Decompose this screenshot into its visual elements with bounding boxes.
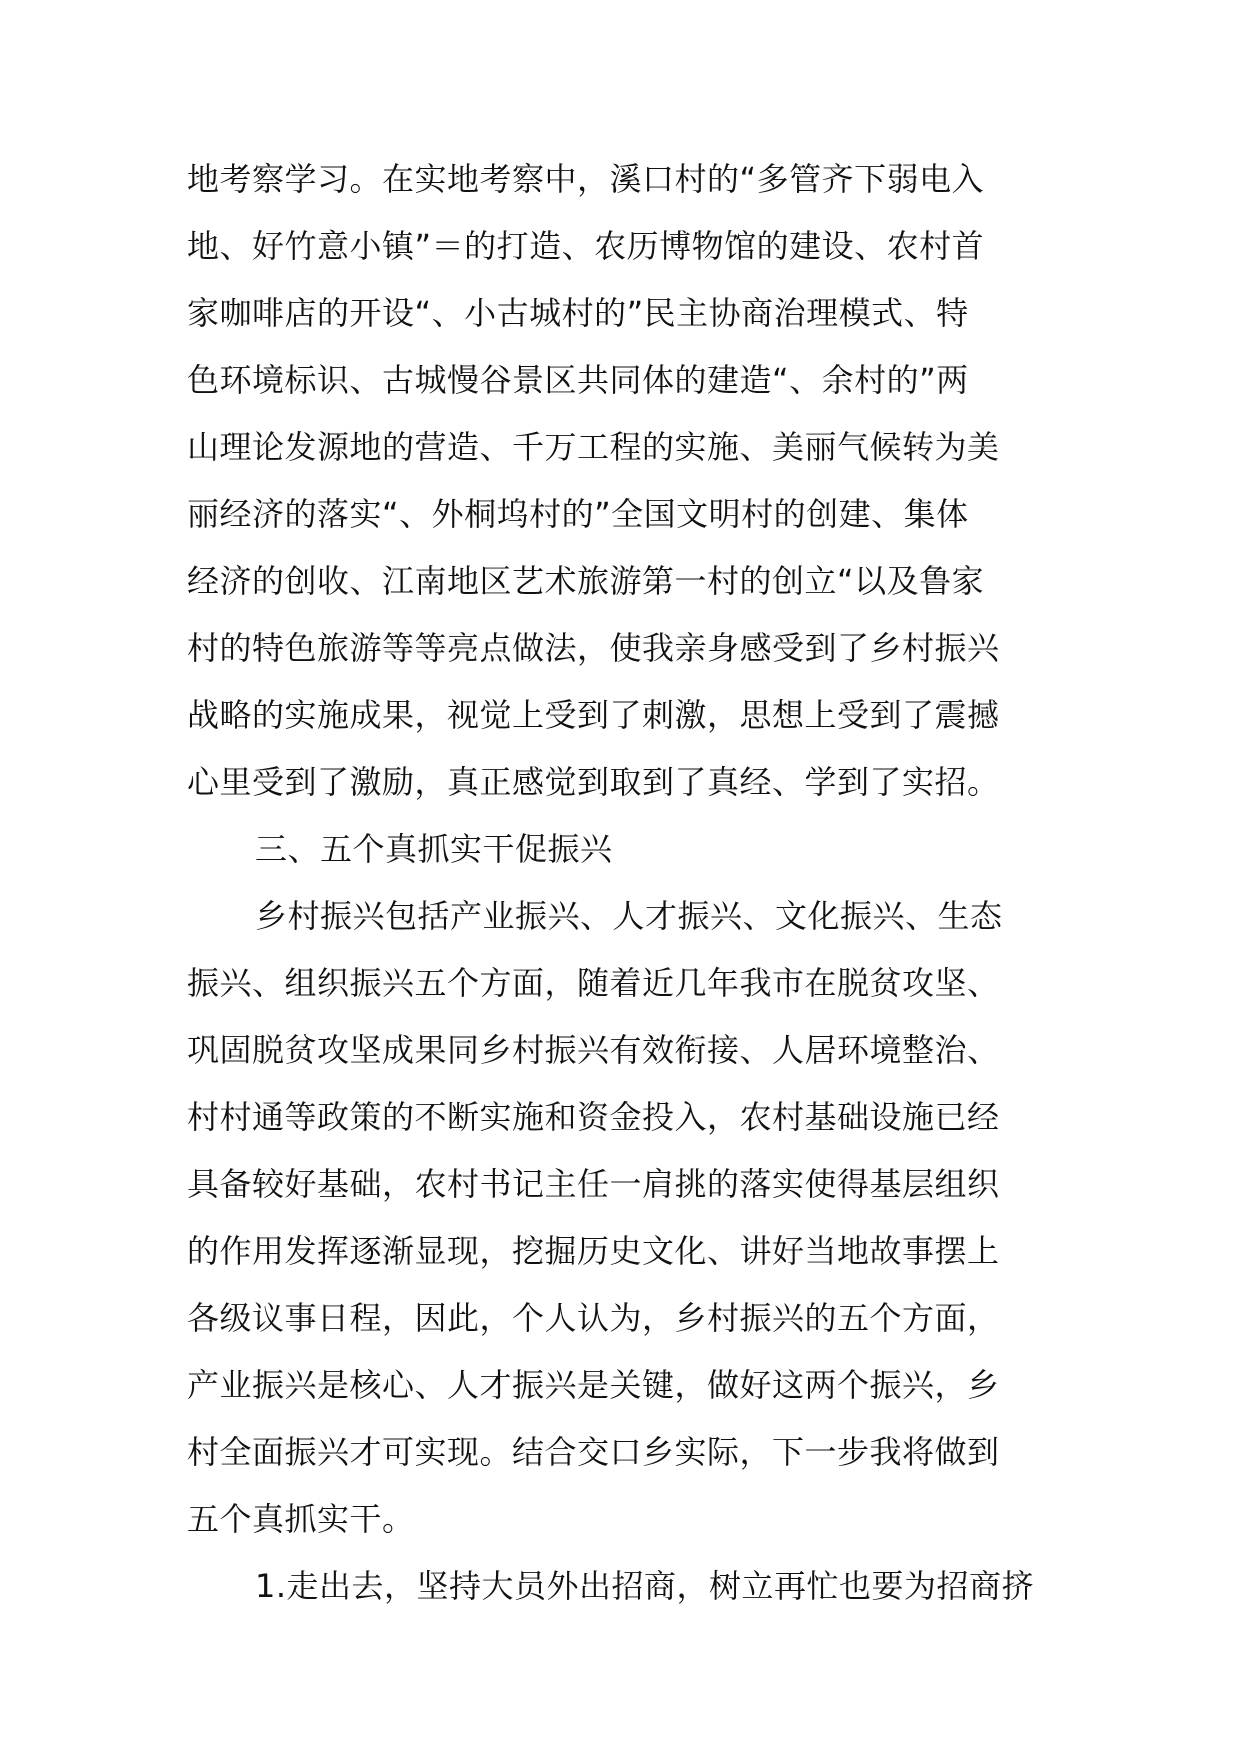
document-body (187, 146, 1057, 1620)
text-line: 具备较好基础，农村书记主任一肩挑的落实使得基层组织 (187, 1165, 1000, 1203)
paragraph-field-visit (187, 146, 1057, 816)
text-line: 五个真抓实干。 (187, 1500, 415, 1538)
text-line: 村的特色旅游等等亮点做法，使我亲身感受到了乡村振兴 (187, 629, 1000, 667)
paragraph-rural-revitalization (187, 883, 1057, 1553)
text-line: 丽经济的落实“、外桐坞村的”全国文明村的创建、集体 (187, 495, 969, 533)
text-line: 地、好竹意小镇”＝的打造、农历博物馆的建设、农村首 (187, 227, 985, 265)
heading-text: 三、五个真抓实干促振兴 (255, 830, 613, 868)
text-line: 1.走出去，坚持大员外出招商，树立再忙也要为招商挤 (255, 1567, 1035, 1605)
text-line: 村全面振兴才可实现。结合交口乡实际，下一步我将做到 (187, 1433, 1000, 1471)
text-line: 产业振兴是核心、人才振兴是关键，做好这两个振兴，乡 (187, 1366, 1000, 1404)
text-line: 经济的创收、江南地区艺术旅游第一村的创立“以及鲁家 (187, 562, 985, 600)
text-line: 色环境标识、古城慢谷景区共同体的建造“、余村的”两 (187, 361, 969, 399)
section-heading (187, 816, 1057, 883)
text-line: 家咖啡店的开设“、小古城村的”民主协商治理模式、特 (187, 294, 969, 332)
text-line: 各级议事日程，因此，个人认为，乡村振兴的五个方面， (187, 1299, 1000, 1337)
text-line: 乡村振兴包括产业振兴、人才振兴、文化振兴、生态 (255, 897, 1003, 935)
text-line: 山理论发源地的营造、千万工程的实施、美丽气候转为美 (187, 428, 1000, 466)
text-line: 地考察学习。在实地考察中，溪口村的“多管齐下弱电入 (187, 160, 985, 198)
text-line: 战略的实施成果，视觉上受到了刺激，思想上受到了震撼 (187, 696, 1000, 734)
paragraph-item-1 (187, 1553, 1057, 1620)
text-line: 的作用发挥逐渐显现，挖掘历史文化、讲好当地故事摆上 (187, 1232, 1000, 1270)
text-line: 巩固脱贫攻坚成果同乡村振兴有效衔接、人居环境整治、 (187, 1031, 1000, 1069)
text-line: 村村通等政策的不断实施和资金投入，农村基础设施已经 (187, 1098, 1000, 1136)
text-line: 振兴、组织振兴五个方面，随着近几年我市在脱贫攻坚、 (187, 964, 1000, 1002)
text-line: 心里受到了激励，真正感觉到取到了真经、学到了实招。 (187, 763, 1000, 801)
